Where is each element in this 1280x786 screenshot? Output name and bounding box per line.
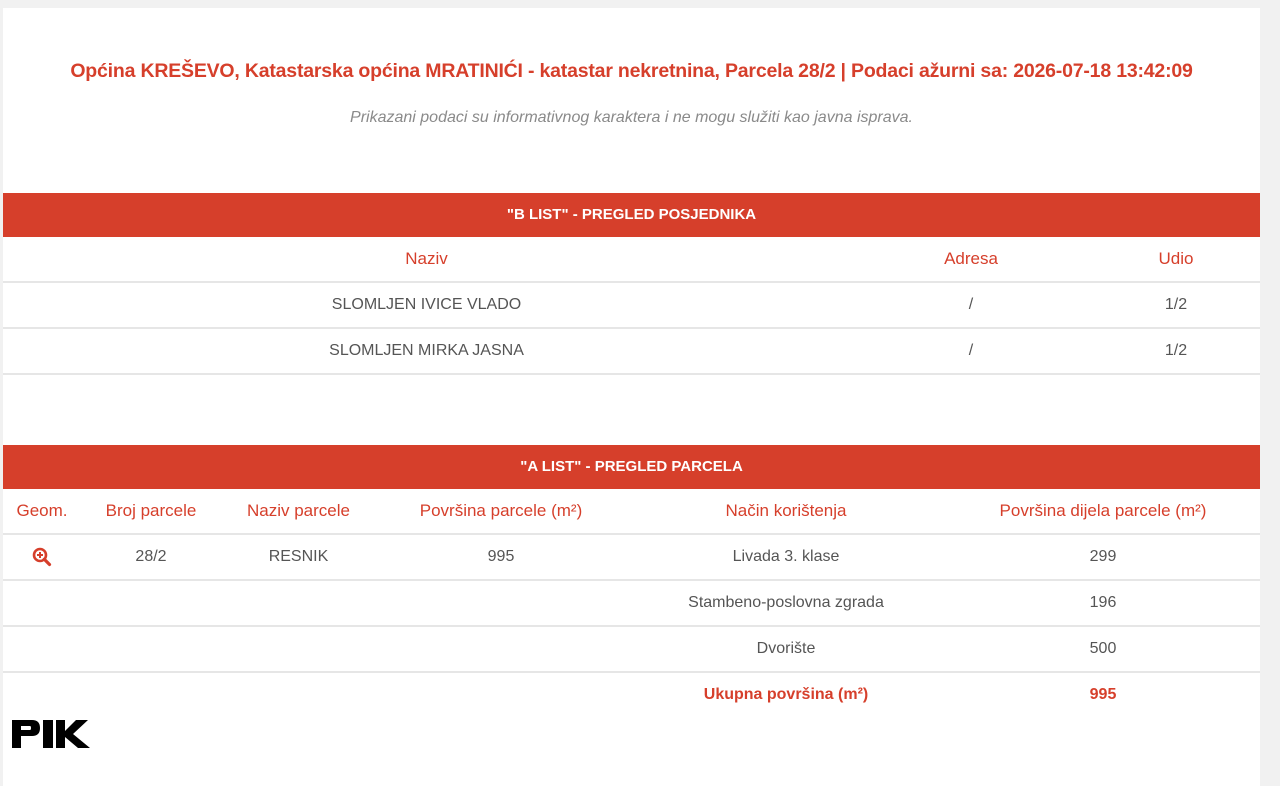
total-value: 995 <box>1089 686 1117 703</box>
zoom-in-icon[interactable] <box>32 547 52 567</box>
table-row <box>3 328 1260 374</box>
geom-cell <box>3 534 81 580</box>
usage-type: Livada 3. klase <box>626 534 946 580</box>
total-label: Ukupna površina (m²) <box>703 686 869 703</box>
a-list-header: "A LIST" - PREGLED PARCELA <box>3 445 1260 489</box>
column-header-povrsina-dijela: Površina dijela parcele (m²) <box>946 489 1260 534</box>
pik-logo <box>12 718 92 750</box>
total-row <box>3 672 1260 717</box>
owner-name: SLOMLJEN MIRKA JASNA <box>3 328 850 374</box>
table-row <box>3 282 1260 328</box>
usage-type: Dvorište <box>626 626 946 672</box>
parcel-number: 28/2 <box>81 534 221 580</box>
column-header-broj-parcele: Broj parcele <box>81 489 221 534</box>
disclaimer-text: Prikazani podaci su informativnog karaktera i ne mogu služiti kao javna isprava. <box>350 109 913 126</box>
page-title: Općina KREŠEVO, Katastarska općina MRATINIĆI - katastar nekretnina, Parcela 28/2 | Podaci ažurni sa: 2026-07-18 13:42:09 <box>70 60 1193 82</box>
table-header-row <box>3 489 1260 534</box>
b-list-table <box>3 237 1260 375</box>
usage-area: 196 <box>946 580 1260 626</box>
owner-share: 1/2 <box>1092 282 1260 328</box>
column-header-povrsina-parcele: Površina parcele (m²) <box>376 489 626 534</box>
column-header-adresa: Adresa <box>850 237 1092 282</box>
column-header-naziv: Naziv <box>3 237 850 282</box>
usage-area: 500 <box>946 626 1260 672</box>
column-header-udio: Udio <box>1092 237 1260 282</box>
a-list-table <box>3 489 1260 717</box>
usage-area: 299 <box>946 534 1260 580</box>
table-row <box>3 626 1260 672</box>
table-row <box>3 534 1260 580</box>
b-list-header: "B LIST" - PREGLED POSJEDNIKA <box>3 193 1260 237</box>
column-header-geom: Geom. <box>3 489 81 534</box>
page <box>3 8 1260 786</box>
owner-address: / <box>850 328 1092 374</box>
column-header-naziv-parcele: Naziv parcele <box>221 489 376 534</box>
table-row <box>3 580 1260 626</box>
owner-name: SLOMLJEN IVICE VLADO <box>3 282 850 328</box>
usage-type: Stambeno-poslovna zgrada <box>626 580 946 626</box>
table-header-row <box>3 237 1260 282</box>
owner-address: / <box>850 282 1092 328</box>
owner-share: 1/2 <box>1092 328 1260 374</box>
column-header-nacin-koristenja: Način korištenja <box>626 489 946 534</box>
parcel-area: 995 <box>376 534 626 580</box>
parcel-name: RESNIK <box>221 534 376 580</box>
